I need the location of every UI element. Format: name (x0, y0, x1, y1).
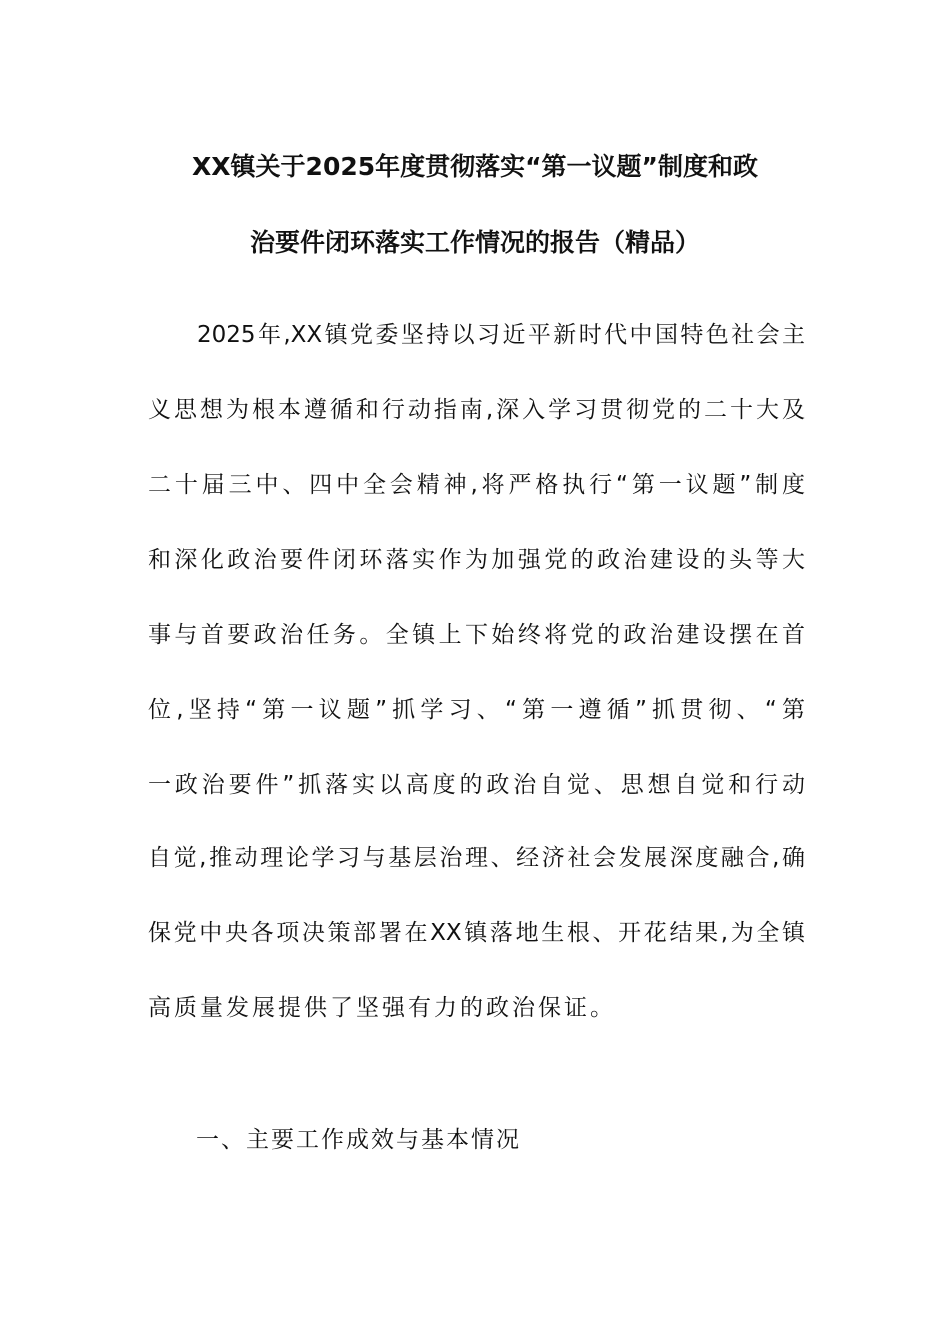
paragraph-line: 和深化政治要件闭环落实作为加强党的政治建设的头等大 (148, 547, 805, 573)
paragraph-line: 位,坚持“第一议题”抓学习、“第一遵循”抓贯彻、“第 (148, 697, 805, 723)
title-line-1: XX镇关于2025年度贯彻落实“第一议题”制度和政 (192, 152, 758, 181)
paragraph-line: 二十届三中、四中全会精神,将严格执行“第一议题”制度 (148, 472, 805, 498)
paragraph-line: 2025年,XX镇党委坚持以习近平新时代中国特色社会主 (197, 322, 805, 348)
paragraph-line: 保党中央各项决策部署在XX镇落地生根、开花结果,为全镇 (148, 920, 805, 946)
paragraph-line: 自觉,推动理论学习与基层治理、经济社会发展深度融合,确 (148, 845, 805, 871)
section-heading: 一、主要工作成效与基本情况 (196, 1127, 521, 1153)
paragraph-line: 义思想为根本遵循和行动指南,深入学习贯彻党的二十大及 (148, 397, 805, 423)
paragraph-line: 一政治要件”抓落实以高度的政治自觉、思想自觉和行动 (148, 772, 805, 798)
paragraph-line: 事与首要政治任务。全镇上下始终将党的政治建设摆在首 (148, 622, 805, 648)
paragraph-line: 高质量发展提供了坚强有力的政治保证。 (148, 995, 616, 1021)
title-line-2: 治要件闭环落实工作情况的报告（精品） (249, 228, 700, 257)
